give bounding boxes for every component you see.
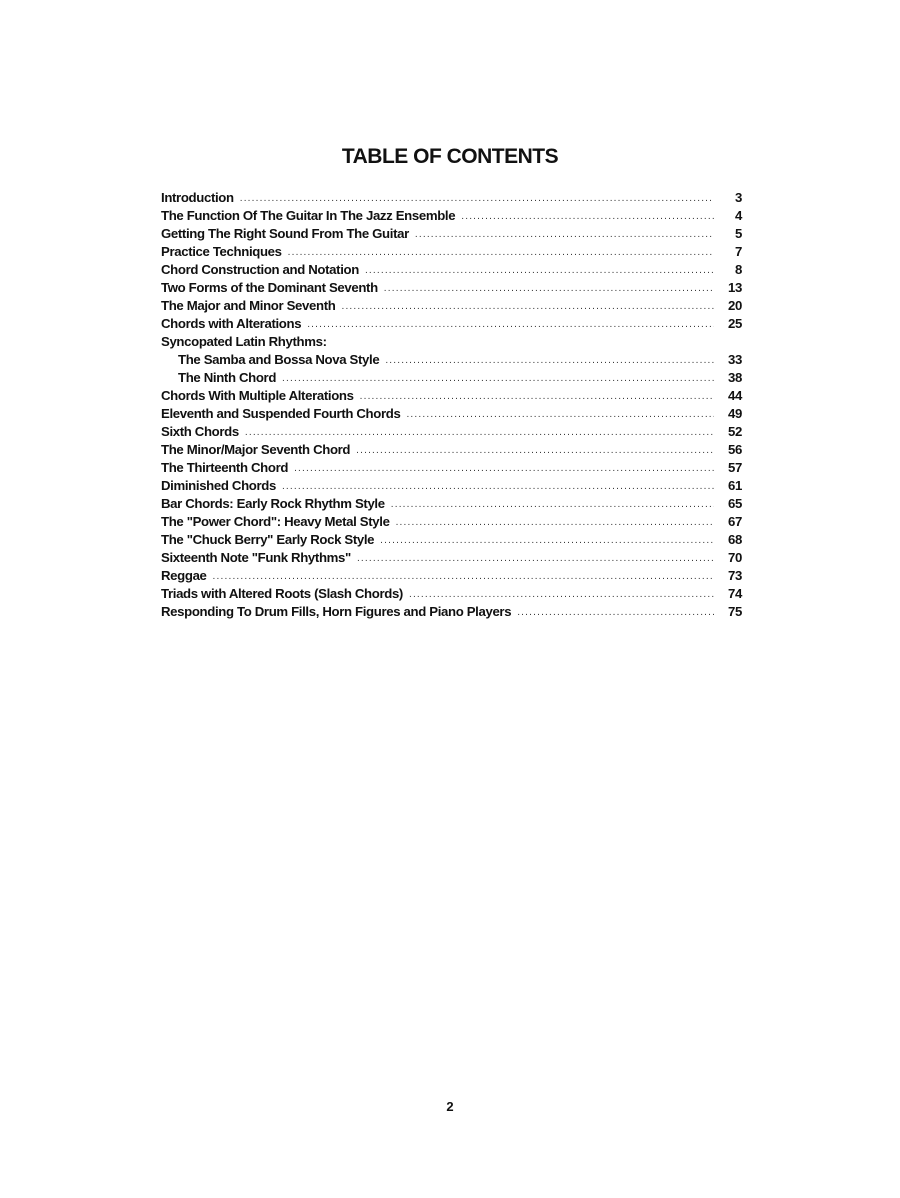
toc-entry-page: 25: [728, 316, 742, 331]
toc-entry: [161, 387, 742, 405]
toc-entry: [161, 477, 742, 495]
toc-entry-title: The Thirteenth Chord: [161, 460, 289, 475]
dot-leader: [282, 370, 714, 388]
dot-leader: [360, 388, 714, 406]
dot-leader: [396, 514, 714, 532]
toc-entry-title: The Major and Minor Seventh: [161, 298, 336, 313]
dot-leader: [357, 550, 714, 568]
toc-entry-page: 44: [728, 388, 742, 403]
toc-entry: [161, 405, 742, 423]
toc-entry: [161, 459, 742, 477]
toc-entry-page: 20: [728, 298, 742, 313]
toc-entry: [161, 351, 742, 369]
toc-entry-page: 65: [728, 496, 742, 511]
dot-leader: [415, 226, 714, 244]
dot-leader: [213, 568, 714, 586]
dot-leader: [356, 442, 714, 460]
toc-entry: [161, 225, 742, 243]
toc-entry: [161, 495, 742, 513]
dot-leader: [380, 532, 714, 550]
toc-entry: [161, 261, 742, 279]
toc-entry-page: 13: [728, 280, 742, 295]
toc-entry-title: Introduction: [161, 190, 234, 205]
toc-entry-page: 57: [728, 460, 742, 475]
toc-entry-title: Bar Chords: Early Rock Rhythm Style: [161, 496, 385, 511]
dot-leader: [385, 352, 714, 370]
toc-entry: [161, 603, 742, 621]
dot-leader: [365, 262, 714, 280]
dot-leader: [384, 280, 714, 298]
toc-entry-title: Two Forms of the Dominant Seventh: [161, 280, 378, 295]
toc-entry-page: 4: [735, 208, 742, 223]
toc-entry-title: Chords with Alterations: [161, 316, 302, 331]
toc-entry-page: 52: [728, 424, 742, 439]
toc-entry: [161, 567, 742, 585]
table-of-contents: [161, 189, 742, 621]
dot-leader: [294, 460, 714, 478]
toc-entry-title: Responding To Drum Fills, Horn Figures and Piano Players: [161, 604, 512, 619]
toc-entry: [161, 585, 742, 603]
toc-entry-title: The "Chuck Berry" Early Rock Style: [161, 532, 375, 547]
toc-entry-page: 56: [728, 442, 742, 457]
page-title: TABLE OF CONTENTS: [341, 145, 559, 168]
dot-leader: [341, 298, 714, 316]
toc-entry-title: Eleventh and Suspended Fourth Chords: [161, 406, 401, 421]
toc-entry-page: 70: [728, 550, 742, 565]
toc-entry-title: Chords With Multiple Alterations: [161, 388, 354, 403]
toc-entry-title: Triads with Altered Roots (Slash Chords): [161, 586, 403, 601]
toc-entry-page: 75: [728, 604, 742, 619]
toc-entry-page: 38: [728, 370, 742, 385]
toc-entry-title: Syncopated Latin Rhythms:: [161, 334, 327, 349]
toc-entry-title: Sixth Chords: [161, 424, 239, 439]
page-number: 2: [446, 1099, 454, 1114]
toc-entry-title: The Ninth Chord: [178, 370, 277, 385]
dot-leader: [461, 208, 714, 226]
toc-entry-page: 33: [728, 352, 742, 367]
toc-entry: [161, 207, 742, 225]
dot-leader: [409, 586, 714, 604]
toc-entry-title: The Minor/Major Seventh Chord: [161, 442, 351, 457]
toc-entry-page: 3: [735, 190, 742, 205]
toc-entry: [161, 549, 742, 567]
dot-leader: [282, 478, 714, 496]
toc-entry: [161, 297, 742, 315]
dot-leader: [307, 316, 714, 334]
toc-entry-title: Chord Construction and Notation: [161, 262, 359, 277]
toc-entry-page: 49: [728, 406, 742, 421]
toc-entry-page: 67: [728, 514, 742, 529]
toc-entry-page: 61: [728, 478, 742, 493]
toc-entry-title: The Function Of The Guitar In The Jazz Ensemble: [161, 208, 456, 223]
dot-leader: [288, 244, 714, 262]
dot-leader: [245, 424, 714, 442]
toc-entry-page: 68: [728, 532, 742, 547]
toc-entry-page: 7: [735, 244, 742, 259]
toc-entry-page: 73: [728, 568, 742, 583]
dot-leader: [240, 190, 714, 208]
toc-entry: [161, 189, 742, 207]
toc-entry-page: 5: [735, 226, 742, 241]
dot-leader: [391, 496, 714, 514]
toc-entry: [161, 441, 742, 459]
dot-leader: [517, 604, 714, 622]
toc-entry: [161, 315, 742, 333]
toc-entry: [161, 531, 742, 549]
toc-entry: [161, 423, 742, 441]
toc-entry: [161, 369, 742, 387]
toc-entry-page: 8: [735, 262, 742, 277]
dot-leader: [406, 406, 714, 424]
toc-entry-title: Practice Techniques: [161, 244, 282, 259]
toc-entry-title: The Samba and Bossa Nova Style: [178, 352, 380, 367]
toc-entry: [161, 513, 742, 531]
toc-entry-title: Getting The Right Sound From The Guitar: [161, 226, 409, 241]
toc-entry-title: Reggae: [161, 568, 207, 583]
toc-entry: [161, 243, 742, 261]
toc-entry-title: The "Power Chord": Heavy Metal Style: [161, 514, 390, 529]
toc-entry: [161, 279, 742, 297]
toc-entry: [161, 333, 742, 351]
toc-entry-page: 74: [728, 586, 742, 601]
toc-entry-title: Diminished Chords: [161, 478, 276, 493]
toc-entry-title: Sixteenth Note "Funk Rhythms": [161, 550, 351, 565]
